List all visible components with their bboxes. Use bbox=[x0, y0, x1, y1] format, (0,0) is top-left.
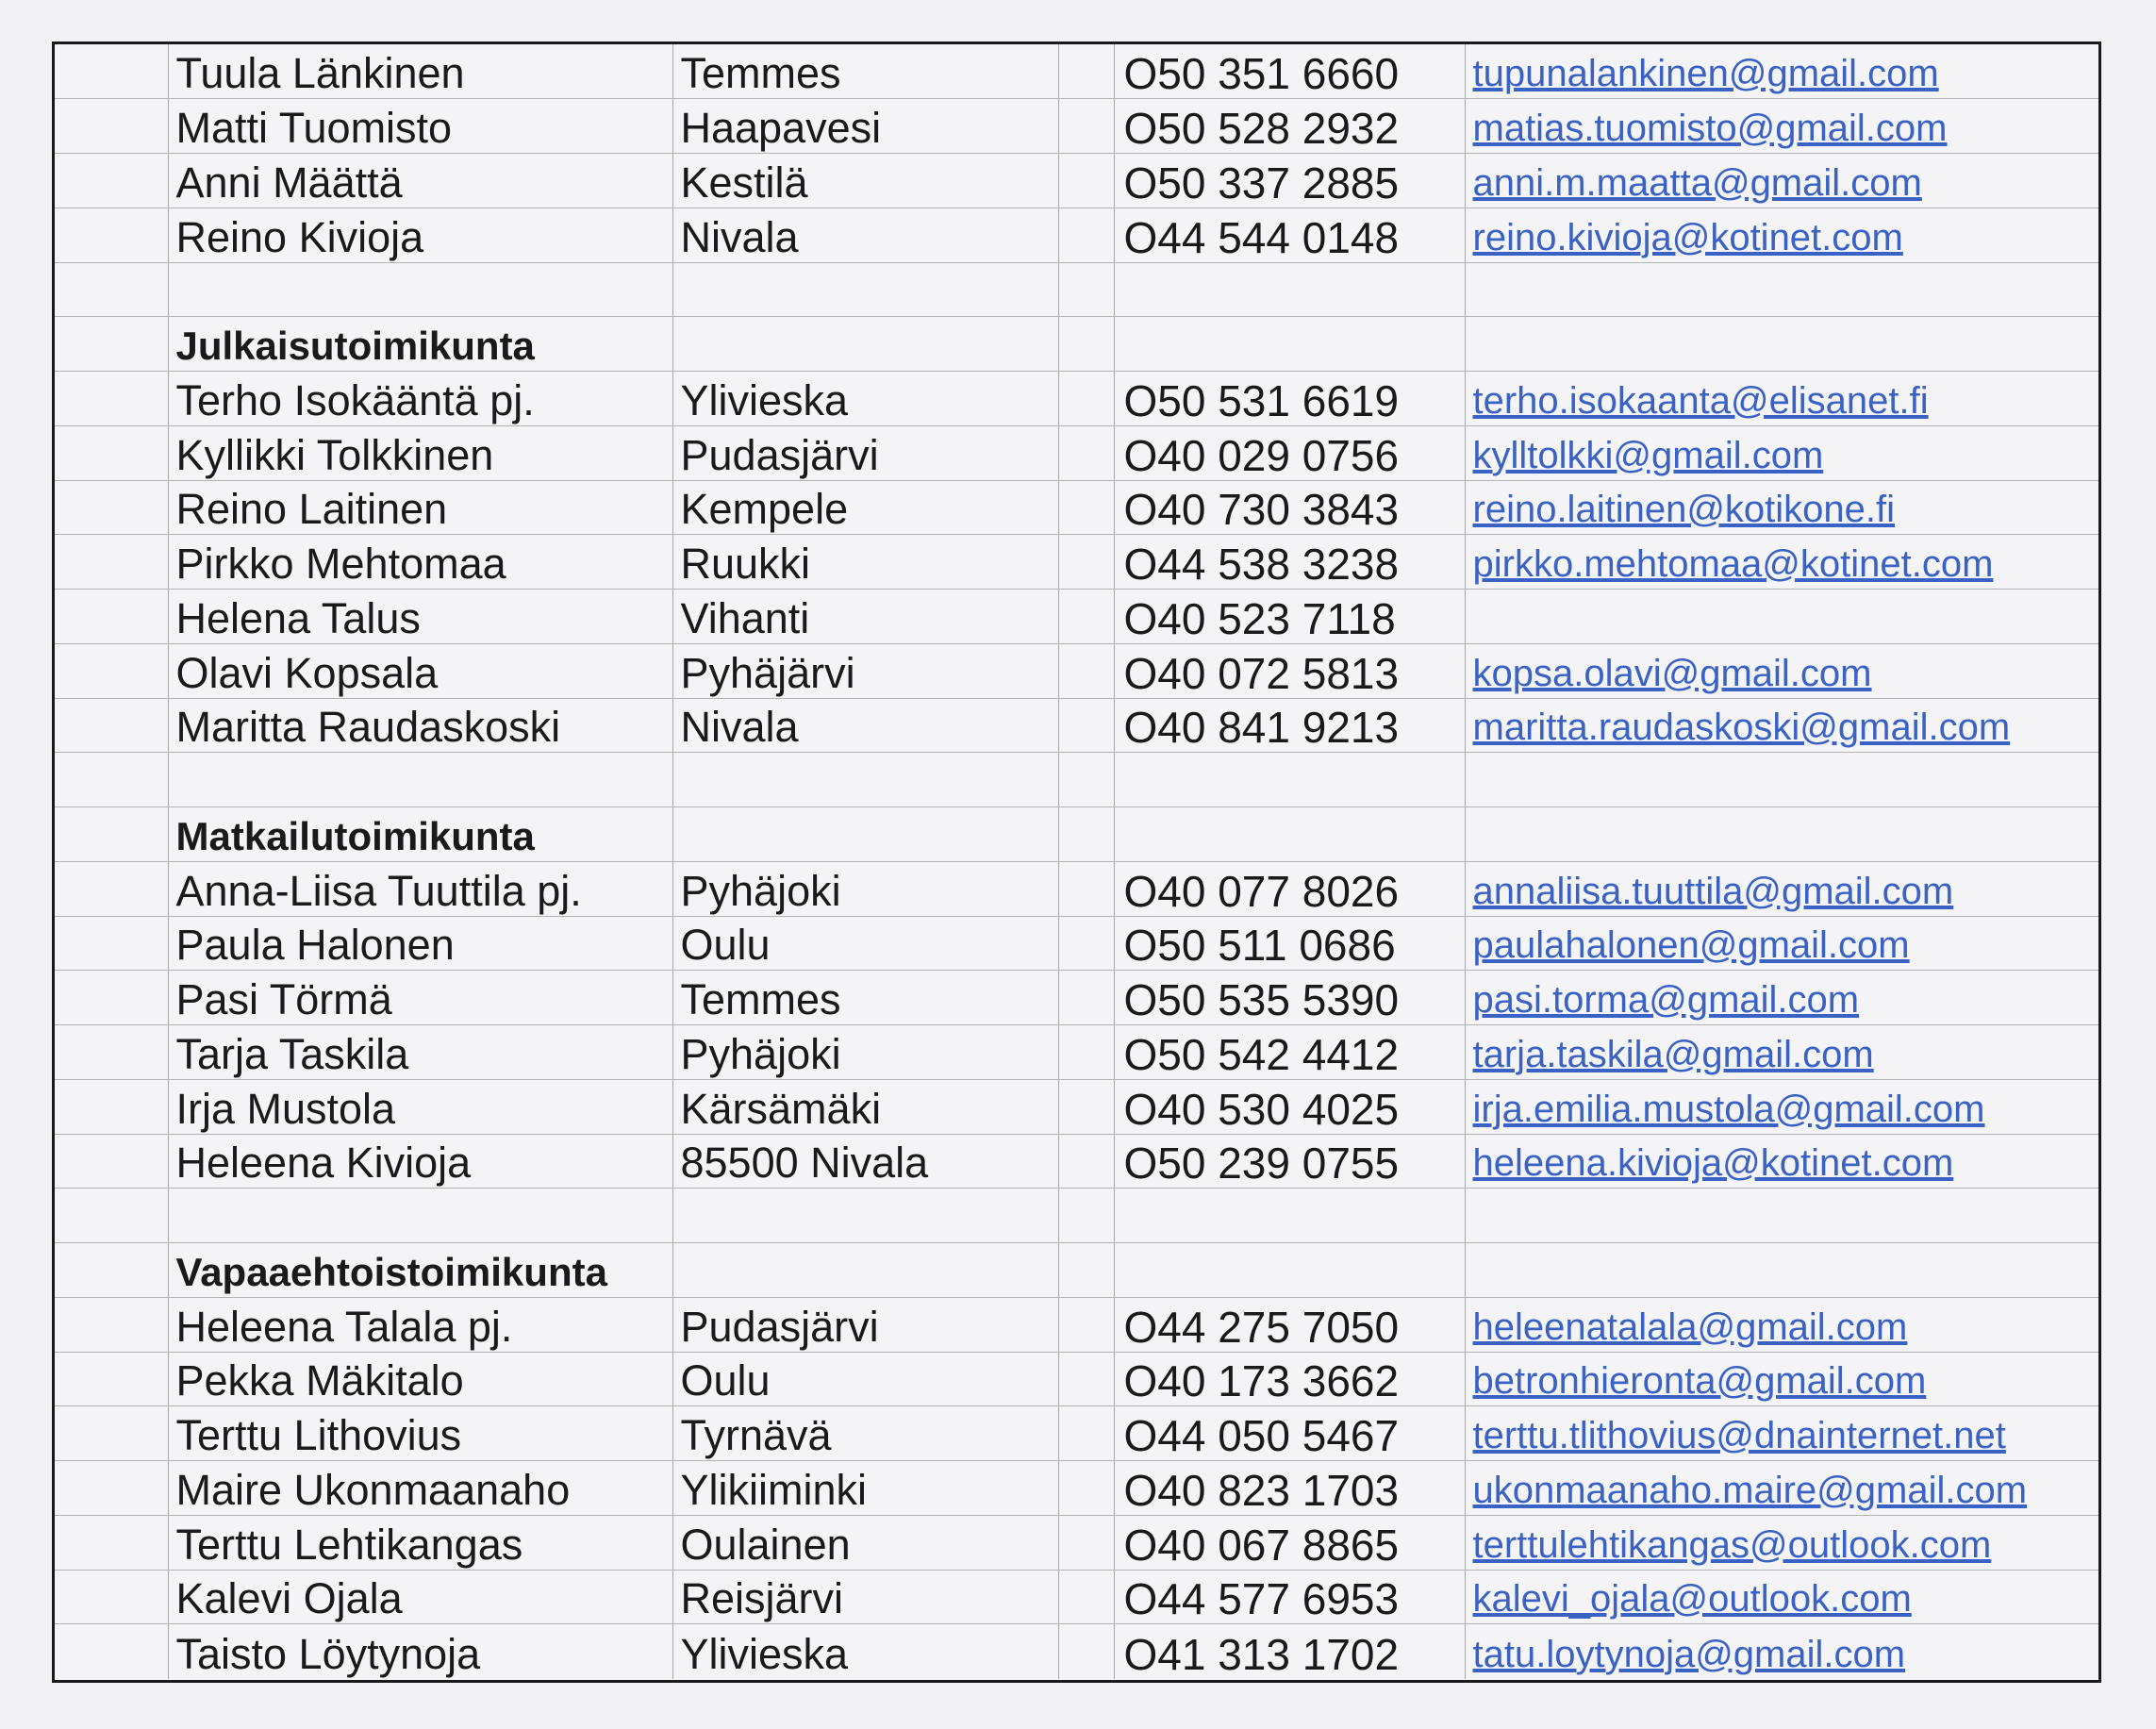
phone-cell: O40 823 1703 bbox=[1114, 1461, 1465, 1516]
phone-cell: O40 072 5813 bbox=[1114, 643, 1465, 698]
table-row bbox=[55, 372, 2098, 426]
phone-cell: O40 173 3662 bbox=[1114, 1352, 1465, 1406]
name-cell: Maire Ukonmaanaho bbox=[168, 1461, 672, 1516]
town-cell: Vihanti bbox=[672, 590, 1058, 644]
email-cell bbox=[1465, 262, 2098, 317]
email-cell bbox=[1465, 425, 2098, 480]
email-link[interactable]: ukonmaanaho.maire@gmail.com bbox=[1472, 1469, 2028, 1511]
name-cell: Paula Halonen bbox=[168, 916, 672, 971]
row-spacer-cell bbox=[55, 262, 168, 317]
row-spacer-cell bbox=[55, 807, 168, 862]
email-link[interactable]: kopsa.olavi@gmail.com bbox=[1472, 652, 1872, 694]
email-cell bbox=[1465, 1624, 2098, 1679]
name-cell: Kalevi Ojala bbox=[168, 1570, 672, 1624]
row-spacer-cell bbox=[55, 861, 168, 916]
row-spacer-cell bbox=[55, 753, 168, 807]
name-cell: Kyllikki Tolkkinen bbox=[168, 425, 672, 480]
town-cell bbox=[672, 807, 1058, 862]
email-link[interactable]: annaliisa.tuuttila@gmail.com bbox=[1472, 870, 1954, 912]
email-link[interactable]: heleenatalala@gmail.com bbox=[1472, 1305, 1908, 1348]
name-cell: Reino Kivioja bbox=[168, 208, 672, 262]
email-link[interactable]: kylltolkki@gmail.com bbox=[1472, 434, 1824, 476]
town-cell bbox=[672, 1243, 1058, 1298]
table-row bbox=[55, 44, 2098, 99]
phone-cell: O40 530 4025 bbox=[1114, 1079, 1465, 1134]
email-cell bbox=[1465, 590, 2098, 644]
gap-cell bbox=[1058, 861, 1114, 916]
name-cell: Olavi Kopsala bbox=[168, 643, 672, 698]
table-row bbox=[55, 698, 2098, 753]
email-cell bbox=[1465, 1297, 2098, 1352]
phone-cell: O40 730 3843 bbox=[1114, 480, 1465, 535]
phone-cell: O50 535 5390 bbox=[1114, 971, 1465, 1025]
gap-cell bbox=[1058, 425, 1114, 480]
table-row bbox=[55, 1025, 2098, 1080]
name-cell: Tarja Taskila bbox=[168, 1025, 672, 1080]
phone-cell: O50 528 2932 bbox=[1114, 99, 1465, 154]
table-row bbox=[55, 1570, 2098, 1624]
gap-cell bbox=[1058, 1243, 1114, 1298]
email-cell bbox=[1465, 208, 2098, 262]
row-spacer-cell bbox=[55, 1461, 168, 1516]
town-cell: 85500 Nivala bbox=[672, 1134, 1058, 1189]
row-spacer-cell bbox=[55, 1189, 168, 1243]
email-cell bbox=[1465, 753, 2098, 807]
gap-cell bbox=[1058, 1352, 1114, 1406]
name-cell bbox=[168, 262, 672, 317]
blank-row bbox=[55, 753, 2098, 807]
email-cell bbox=[1465, 1189, 2098, 1243]
email-link[interactable]: anni.m.maatta@gmail.com bbox=[1472, 161, 1922, 204]
row-spacer-cell bbox=[55, 44, 168, 99]
name-cell: Reino Laitinen bbox=[168, 480, 672, 535]
town-cell: Temmes bbox=[672, 44, 1058, 99]
email-cell bbox=[1465, 1079, 2098, 1134]
email-cell bbox=[1465, 861, 2098, 916]
gap-cell bbox=[1058, 208, 1114, 262]
row-spacer-cell bbox=[55, 1515, 168, 1570]
email-link[interactable]: tupunalankinen@gmail.com bbox=[1472, 53, 1939, 95]
gap-cell bbox=[1058, 643, 1114, 698]
email-link[interactable]: heleena.kivioja@kotinet.com bbox=[1472, 1142, 1954, 1185]
gap-cell bbox=[1058, 1189, 1114, 1243]
town-cell: Nivala bbox=[672, 208, 1058, 262]
name-cell: Anna-Liisa Tuuttila pj. bbox=[168, 861, 672, 916]
email-cell bbox=[1465, 698, 2098, 753]
gap-cell bbox=[1058, 44, 1114, 99]
table-row bbox=[55, 480, 2098, 535]
row-spacer-cell bbox=[55, 208, 168, 262]
email-cell bbox=[1465, 807, 2098, 862]
section-heading: Julkaisutoimikunta bbox=[168, 317, 672, 372]
phone-cell: O50 531 6619 bbox=[1114, 372, 1465, 426]
row-spacer-cell bbox=[55, 1406, 168, 1461]
gap-cell bbox=[1058, 1406, 1114, 1461]
phone-cell bbox=[1114, 1243, 1465, 1298]
table-row bbox=[55, 1461, 2098, 1516]
email-link[interactable]: terttu.tlithovius@dnainternet.net bbox=[1472, 1415, 2006, 1456]
gap-cell bbox=[1058, 971, 1114, 1025]
phone-cell bbox=[1114, 1189, 1465, 1243]
email-cell bbox=[1465, 1025, 2098, 1080]
gap-cell bbox=[1058, 590, 1114, 644]
email-link[interactable]: betronhieronta@gmail.com bbox=[1472, 1360, 1927, 1403]
email-link[interactable]: reino.laitinen@kotikone.fi bbox=[1472, 489, 1896, 531]
row-spacer-cell bbox=[55, 1297, 168, 1352]
town-cell: Oulainen bbox=[672, 1515, 1058, 1570]
phone-cell bbox=[1114, 753, 1465, 807]
email-link[interactable]: irja.emilia.mustola@gmail.com bbox=[1472, 1088, 1985, 1130]
email-cell bbox=[1465, 1352, 2098, 1406]
name-cell: Irja Mustola bbox=[168, 1079, 672, 1134]
table-row bbox=[55, 971, 2098, 1025]
row-spacer-cell bbox=[55, 154, 168, 208]
town-cell: Haapavesi bbox=[672, 99, 1058, 154]
row-spacer-cell bbox=[55, 1624, 168, 1679]
row-spacer-cell bbox=[55, 1134, 168, 1189]
gap-cell bbox=[1058, 154, 1114, 208]
email-link[interactable]: kalevi_ojala@outlook.com bbox=[1472, 1578, 1912, 1621]
row-spacer-cell bbox=[55, 1570, 168, 1624]
gap-cell bbox=[1058, 262, 1114, 317]
email-link[interactable]: tatu.loytynoja@gmail.com bbox=[1472, 1633, 1906, 1675]
gap-cell bbox=[1058, 807, 1114, 862]
row-spacer-cell bbox=[55, 480, 168, 535]
email-cell bbox=[1465, 916, 2098, 971]
gap-cell bbox=[1058, 753, 1114, 807]
phone-cell: O50 511 0686 bbox=[1114, 916, 1465, 971]
name-cell: Matti Tuomisto bbox=[168, 99, 672, 154]
gap-cell bbox=[1058, 1515, 1114, 1570]
blank-row bbox=[55, 1189, 2098, 1243]
phone-cell bbox=[1114, 262, 1465, 317]
section-heading: Vapaaehtoistoimikunta bbox=[168, 1243, 672, 1298]
table-row bbox=[55, 1079, 2098, 1134]
table-row bbox=[55, 1406, 2098, 1461]
email-cell bbox=[1465, 1134, 2098, 1189]
name-cell: Heleena Talala pj. bbox=[168, 1297, 672, 1352]
contact-sheet bbox=[52, 42, 2101, 1683]
phone-cell: O44 544 0148 bbox=[1114, 208, 1465, 262]
email-link[interactable]: paulahalonen@gmail.com bbox=[1472, 924, 1910, 967]
gap-cell bbox=[1058, 1624, 1114, 1679]
town-cell: Kärsämäki bbox=[672, 1079, 1058, 1134]
email-cell bbox=[1465, 1570, 2098, 1624]
name-cell: Terttu Lithovius bbox=[168, 1406, 672, 1461]
gap-cell bbox=[1058, 1461, 1114, 1516]
table-row bbox=[55, 1624, 2098, 1679]
email-cell bbox=[1465, 971, 2098, 1025]
name-cell: Helena Talus bbox=[168, 590, 672, 644]
gap-cell bbox=[1058, 372, 1114, 426]
phone-cell: O40 523 7118 bbox=[1114, 590, 1465, 644]
email-cell bbox=[1465, 1406, 2098, 1461]
blank-row bbox=[55, 262, 2098, 317]
table-row bbox=[55, 154, 2098, 208]
row-spacer-cell bbox=[55, 535, 168, 590]
gap-cell bbox=[1058, 535, 1114, 590]
email-link[interactable]: pirkko.mehtomaa@kotinet.com bbox=[1472, 543, 1994, 585]
town-cell: Pyhäjoki bbox=[672, 861, 1058, 916]
table-row bbox=[55, 425, 2098, 480]
contact-table-body bbox=[55, 44, 2098, 1679]
gap-cell bbox=[1058, 1134, 1114, 1189]
table-row bbox=[55, 208, 2098, 262]
phone-cell: O50 239 0755 bbox=[1114, 1134, 1465, 1189]
table-row bbox=[55, 1352, 2098, 1406]
phone-cell: O44 050 5467 bbox=[1114, 1406, 1465, 1461]
town-cell: Pyhäjärvi bbox=[672, 643, 1058, 698]
town-cell: Tyrnävä bbox=[672, 1406, 1058, 1461]
email-link[interactable]: reino.kivioja@kotinet.com bbox=[1472, 216, 1903, 258]
name-cell: Pasi Törmä bbox=[168, 971, 672, 1025]
town-cell bbox=[672, 262, 1058, 317]
name-cell: Terho Isokääntä pj. bbox=[168, 372, 672, 426]
phone-cell: O50 337 2885 bbox=[1114, 154, 1465, 208]
town-cell bbox=[672, 753, 1058, 807]
table-row bbox=[55, 643, 2098, 698]
email-cell bbox=[1465, 317, 2098, 372]
town-cell: Pudasjärvi bbox=[672, 425, 1058, 480]
email-cell bbox=[1465, 535, 2098, 590]
phone-cell: O44 538 3238 bbox=[1114, 535, 1465, 590]
row-spacer-cell bbox=[55, 1243, 168, 1298]
town-cell: Oulu bbox=[672, 916, 1058, 971]
section-heading-row bbox=[55, 1243, 2098, 1298]
town-cell: Oulu bbox=[672, 1352, 1058, 1406]
table-row bbox=[55, 535, 2098, 590]
town-cell bbox=[672, 1189, 1058, 1243]
row-spacer-cell bbox=[55, 372, 168, 426]
table-row bbox=[55, 916, 2098, 971]
row-spacer-cell bbox=[55, 643, 168, 698]
row-spacer-cell bbox=[55, 425, 168, 480]
town-cell: Kempele bbox=[672, 480, 1058, 535]
town-cell: Pyhäjoki bbox=[672, 1025, 1058, 1080]
gap-cell bbox=[1058, 1025, 1114, 1080]
email-link[interactable]: pasi.torma@gmail.com bbox=[1472, 979, 1860, 1021]
gap-cell bbox=[1058, 698, 1114, 753]
section-heading-row bbox=[55, 807, 2098, 862]
gap-cell bbox=[1058, 99, 1114, 154]
section-heading: Matkailutoimikunta bbox=[168, 807, 672, 862]
email-link[interactable]: terho.isokaanta@elisanet.fi bbox=[1472, 379, 1929, 422]
section-heading-row bbox=[55, 317, 2098, 372]
town-cell: Kestilä bbox=[672, 154, 1058, 208]
row-spacer-cell bbox=[55, 1352, 168, 1406]
row-spacer-cell bbox=[55, 698, 168, 753]
gap-cell bbox=[1058, 317, 1114, 372]
email-cell bbox=[1465, 1243, 2098, 1298]
name-cell: Heleena Kivioja bbox=[168, 1134, 672, 1189]
phone-cell bbox=[1114, 807, 1465, 862]
email-cell bbox=[1465, 480, 2098, 535]
name-cell bbox=[168, 1189, 672, 1243]
row-spacer-cell bbox=[55, 590, 168, 644]
row-spacer-cell bbox=[55, 1025, 168, 1080]
name-cell: Tuula Länkinen bbox=[168, 44, 672, 99]
row-spacer-cell bbox=[55, 916, 168, 971]
phone-cell: O40 067 8865 bbox=[1114, 1515, 1465, 1570]
phone-cell: O40 029 0756 bbox=[1114, 425, 1465, 480]
table-row bbox=[55, 861, 2098, 916]
phone-cell: O50 351 6660 bbox=[1114, 44, 1465, 99]
email-cell bbox=[1465, 44, 2098, 99]
town-cell: Nivala bbox=[672, 698, 1058, 753]
name-cell: Anni Määttä bbox=[168, 154, 672, 208]
phone-cell bbox=[1114, 317, 1465, 372]
town-cell: Ylivieska bbox=[672, 372, 1058, 426]
table-row bbox=[55, 99, 2098, 154]
email-cell bbox=[1465, 154, 2098, 208]
name-cell: Taisto Löytynoja bbox=[168, 1624, 672, 1679]
table-row bbox=[55, 1297, 2098, 1352]
phone-cell: O44 577 6953 bbox=[1114, 1570, 1465, 1624]
phone-cell: O40 077 8026 bbox=[1114, 861, 1465, 916]
name-cell: Terttu Lehtikangas bbox=[168, 1515, 672, 1570]
email-link[interactable]: maritta.raudaskoski@gmail.com bbox=[1472, 707, 2011, 749]
row-spacer-cell bbox=[55, 1079, 168, 1134]
town-cell: Pudasjärvi bbox=[672, 1297, 1058, 1352]
gap-cell bbox=[1058, 916, 1114, 971]
phone-cell: O50 542 4412 bbox=[1114, 1025, 1465, 1080]
town-cell: Ylivieska bbox=[672, 1624, 1058, 1679]
table-row bbox=[55, 1134, 2098, 1189]
email-cell bbox=[1465, 372, 2098, 426]
town-cell: Ylikiiminki bbox=[672, 1461, 1058, 1516]
table-row bbox=[55, 590, 2098, 644]
town-cell: Ruukki bbox=[672, 535, 1058, 590]
email-link[interactable]: matias.tuomisto@gmail.com bbox=[1472, 108, 1948, 149]
row-spacer-cell bbox=[55, 317, 168, 372]
name-cell bbox=[168, 753, 672, 807]
email-cell bbox=[1465, 1515, 2098, 1570]
phone-cell: O44 275 7050 bbox=[1114, 1297, 1465, 1352]
gap-cell bbox=[1058, 1297, 1114, 1352]
gap-cell bbox=[1058, 1570, 1114, 1624]
gap-cell bbox=[1058, 1079, 1114, 1134]
email-cell bbox=[1465, 643, 2098, 698]
row-spacer-cell bbox=[55, 971, 168, 1025]
town-cell bbox=[672, 317, 1058, 372]
town-cell: Temmes bbox=[672, 971, 1058, 1025]
contact-table bbox=[55, 44, 2098, 1679]
email-link[interactable]: terttulehtikangas@outlook.com bbox=[1472, 1523, 1992, 1566]
email-cell bbox=[1465, 99, 2098, 154]
town-cell: Reisjärvi bbox=[672, 1570, 1058, 1624]
email-cell bbox=[1465, 1461, 2098, 1516]
email-link[interactable]: tarja.taskila@gmail.com bbox=[1472, 1033, 1874, 1075]
gap-cell bbox=[1058, 480, 1114, 535]
phone-cell: O40 841 9213 bbox=[1114, 698, 1465, 753]
name-cell: Pekka Mäkitalo bbox=[168, 1352, 672, 1406]
name-cell: Pirkko Mehtomaa bbox=[168, 535, 672, 590]
phone-cell: O41 313 1702 bbox=[1114, 1624, 1465, 1679]
table-row bbox=[55, 1515, 2098, 1570]
row-spacer-cell bbox=[55, 99, 168, 154]
name-cell: Maritta Raudaskoski bbox=[168, 698, 672, 753]
